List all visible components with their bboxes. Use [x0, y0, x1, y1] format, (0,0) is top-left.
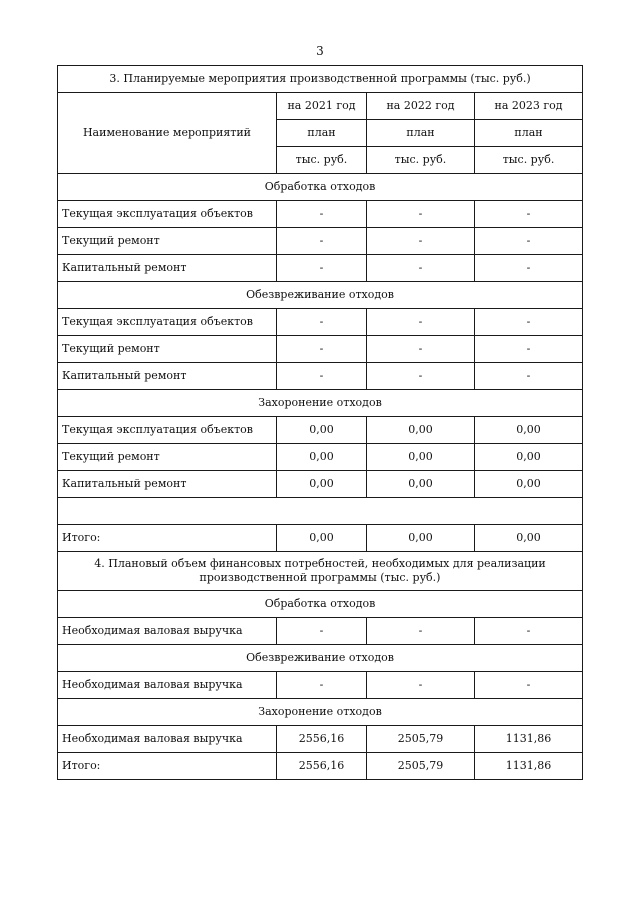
header-years-row [58, 93, 583, 120]
row-name: Капитальный ремонт [58, 471, 277, 498]
units-header-2022: тыс. руб. [367, 147, 475, 174]
value-2021: 0,00 [277, 471, 367, 498]
value-2023: 1131,86 [475, 726, 583, 753]
group-title: Обезвреживание отходов [58, 645, 583, 672]
total-row [58, 753, 583, 780]
value-2021: 0,00 [277, 444, 367, 471]
row-name: Необходимая валовая выручка [58, 726, 277, 753]
table-row [58, 618, 583, 645]
row-name: Текущий ремонт [58, 336, 277, 363]
year-header-2023: на 2023 год [475, 93, 583, 120]
total-2023: 0,00 [475, 525, 583, 552]
value-2023: - [475, 618, 583, 645]
group-title-row [58, 591, 583, 618]
table-row [58, 201, 583, 228]
table-row [58, 444, 583, 471]
table-row [58, 471, 583, 498]
group-title-row [58, 699, 583, 726]
value-2021: - [277, 363, 367, 390]
value-2022: - [367, 255, 475, 282]
section3-title: 3. Планируемые мероприятия производственной программы (тыс. руб.) [58, 66, 583, 93]
production-program-table [57, 65, 583, 780]
total-2021: 2556,16 [277, 753, 367, 780]
value-2023: - [475, 255, 583, 282]
section4-title-row [58, 552, 583, 591]
plan-header-2022: план [367, 120, 475, 147]
group-title-row [58, 390, 583, 417]
section4-title: 4. Плановый объем финансовых потребностей, необходимых для реализации производственной программы (тыс. руб.) [58, 552, 583, 591]
value-2023: - [475, 228, 583, 255]
value-2021: - [277, 255, 367, 282]
row-name: Текущая эксплуатация объектов [58, 309, 277, 336]
total-label: Итого: [58, 753, 277, 780]
value-2022: - [367, 309, 475, 336]
value-2022: - [367, 228, 475, 255]
group-title: Захоронение отходов [58, 699, 583, 726]
table-row [58, 417, 583, 444]
value-2022: - [367, 618, 475, 645]
table-row [58, 255, 583, 282]
group-title: Обработка отходов [58, 591, 583, 618]
value-2021: 0,00 [277, 417, 367, 444]
row-name: Текущий ремонт [58, 444, 277, 471]
row-name: Текущий ремонт [58, 228, 277, 255]
value-2021: - [277, 336, 367, 363]
total-2022: 2505,79 [367, 753, 475, 780]
year-header-2022: на 2022 год [367, 93, 475, 120]
table-row [58, 336, 583, 363]
table-row [58, 228, 583, 255]
units-header-2023: тыс. руб. [475, 147, 583, 174]
year-header-2021: на 2021 год [277, 93, 367, 120]
value-2023: 0,00 [475, 471, 583, 498]
row-name: Капитальный ремонт [58, 363, 277, 390]
value-2023: 0,00 [475, 444, 583, 471]
value-2021: - [277, 228, 367, 255]
table-row [58, 672, 583, 699]
value-2022: - [367, 672, 475, 699]
table-row [58, 363, 583, 390]
value-2021: 2556,16 [277, 726, 367, 753]
section3-title-row [58, 66, 583, 93]
total-2022: 0,00 [367, 525, 475, 552]
empty-cell [58, 498, 583, 525]
total-label: Итого: [58, 525, 277, 552]
empty-row [58, 498, 583, 525]
row-name: Текущая эксплуатация объектов [58, 417, 277, 444]
value-2023: 0,00 [475, 417, 583, 444]
group-title-row [58, 174, 583, 201]
table-row [58, 309, 583, 336]
value-2023: - [475, 672, 583, 699]
value-2022: 0,00 [367, 471, 475, 498]
plan-header-2023: план [475, 120, 583, 147]
row-name: Необходимая валовая выручка [58, 618, 277, 645]
group-title: Захоронение отходов [58, 390, 583, 417]
value-2021: - [277, 672, 367, 699]
group-title: Обезвреживание отходов [58, 282, 583, 309]
value-2023: - [475, 201, 583, 228]
total-row [58, 525, 583, 552]
row-name: Капитальный ремонт [58, 255, 277, 282]
value-2022: - [367, 336, 475, 363]
value-2021: - [277, 309, 367, 336]
value-2021: - [277, 201, 367, 228]
value-2022: 0,00 [367, 417, 475, 444]
units-header-2021: тыс. руб. [277, 147, 367, 174]
value-2022: 2505,79 [367, 726, 475, 753]
group-title-row [58, 282, 583, 309]
value-2023: - [475, 363, 583, 390]
value-2021: - [277, 618, 367, 645]
value-2022: 0,00 [367, 444, 475, 471]
row-name: Текущая эксплуатация объектов [58, 201, 277, 228]
page-number: 3 [316, 44, 324, 58]
group-title: Обработка отходов [58, 174, 583, 201]
table-row [58, 726, 583, 753]
value-2022: - [367, 201, 475, 228]
name-column-header: Наименование мероприятий [58, 93, 277, 174]
group-title-row [58, 645, 583, 672]
value-2023: - [475, 309, 583, 336]
value-2023: - [475, 336, 583, 363]
row-name: Необходимая валовая выручка [58, 672, 277, 699]
total-2021: 0,00 [277, 525, 367, 552]
value-2022: - [367, 363, 475, 390]
plan-header-2021: план [277, 120, 367, 147]
total-2023: 1131,86 [475, 753, 583, 780]
